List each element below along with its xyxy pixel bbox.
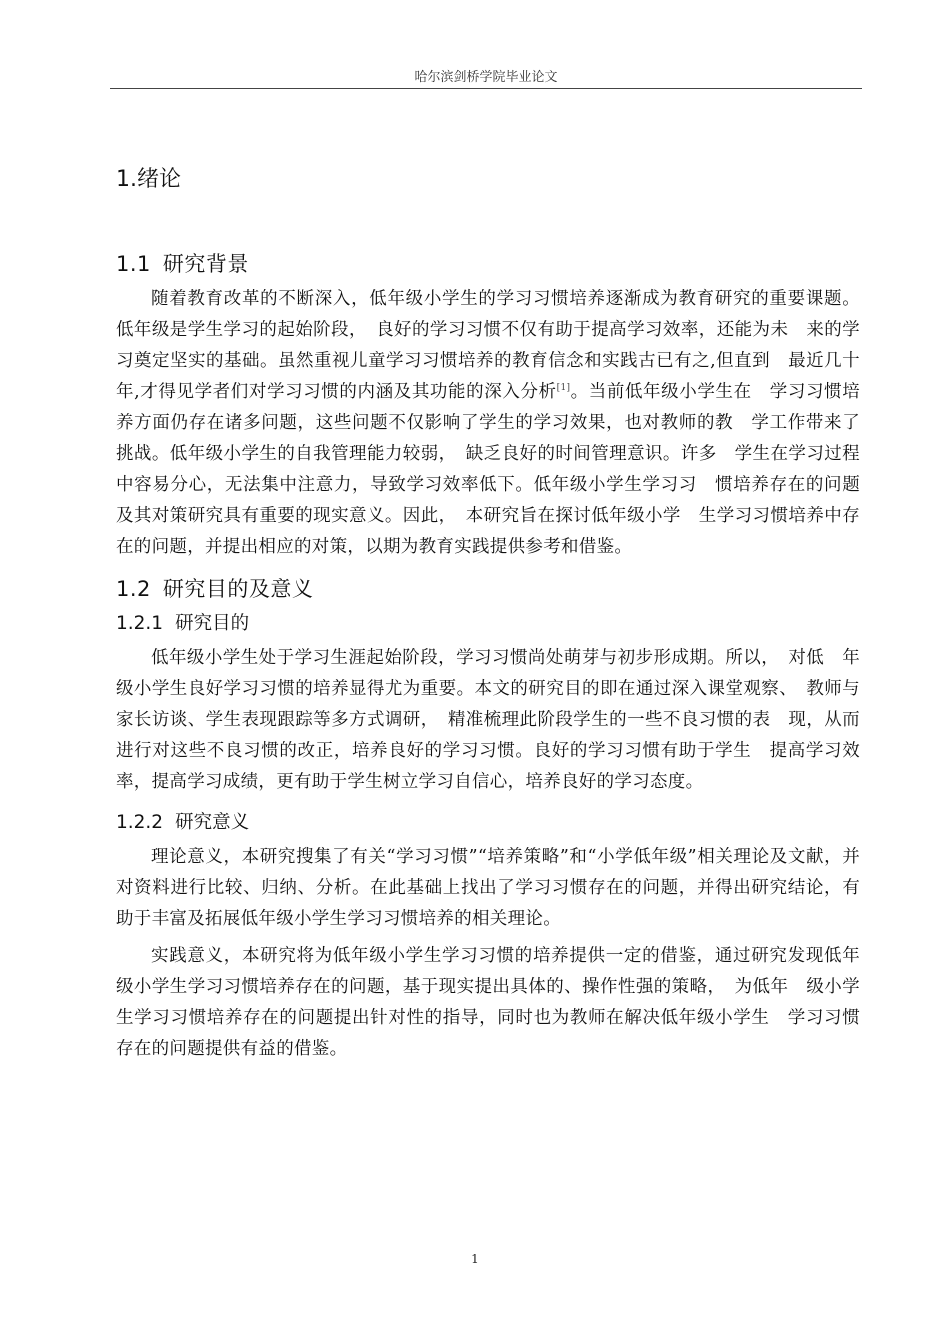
chapter-title: 1.绪论 <box>116 167 181 192</box>
paragraph-text: 随着教育改革的不断深入，低年级小学生的学习习惯培养逐渐成为教育研究的重要课题。低年级是学生学习的起始阶段， 良好的学习习惯不仅有助于提高学习效率，还能为未 来的学习奠定坚实的基础。虽然重视儿童学习习惯培养的教育信念和实践古已有之,但直到 最近几十年,才得见学者们对学习习惯的内涵及其功能的深入分析 <box>116 289 860 402</box>
subsection-number: 1.2.1 <box>116 613 164 634</box>
page-number: 1 <box>471 1252 479 1266</box>
subsection-title: 研究意义 <box>175 812 250 833</box>
section-heading-purpose-significance <box>116 573 860 603</box>
page-body <box>116 162 860 1071</box>
subsection-title: 研究目的 <box>175 613 250 634</box>
purpose-paragraph: 低年级小学生处于学习生涯起始阶段，学习习惯尚处萌芽与初步形成期。所以， 对低 年级小学生良好学习习惯的培养显得尤为重要。本文的研究目的即在通过深入课堂观察、 教师与家长访谈、学生表现跟踪等多方式调研， 精准梳理此阶段学生的一些不良习惯的表 现，从而进行对这些不良习惯的改正，培养良好的学习习惯。良好的学习习惯有助于学生 提高学习效率，提高学习成绩，更有助于学生树立学习自信心，培养良好的学习态度。 <box>116 648 860 792</box>
section-title: 研究目的及意义 <box>162 577 314 601</box>
practice-significance-paragraph: 实践意义，本研究将为低年级小学生学习习惯的培养提供一定的借鉴，通过研究发现低年级小学生学习习惯培养存在的问题，基于现实提出具体的、操作性强的策略， 为低年 级小学生学习习惯培养存在的问题提出针对性的指导，同时也为教师在解决低年级小学生 学习习惯存在的问题提供有益的借鉴。 <box>116 946 860 1059</box>
header-divider <box>110 88 862 89</box>
theory-significance-paragraph: 理论意义，本研究搜集了有关“学习习惯”“培养策略”和“小学低年级”相关理论及文献，并对资料进行比较、归纳、分析。在此基础上找出了学习习惯存在的问题，并得出研究结论，有助于丰富及拓展低年级小学生学习习惯培养的相关理论。 <box>116 847 860 929</box>
citation-marker: [1] <box>556 383 571 394</box>
section-number: 1.1 <box>116 252 151 276</box>
section-heading-background <box>116 248 860 278</box>
subsection-heading-significance <box>116 808 860 834</box>
section-number: 1.2 <box>116 577 151 601</box>
section-title: 研究背景 <box>162 252 249 276</box>
subsection-heading-purpose <box>116 609 860 635</box>
paragraph-text: 。当前低年级小学生在 学习习惯培养方面仍存在诸多问题，这些问题不仅影响了学生的学习效果，也对教师的教 学工作带来了挑战。低年级小学生的自我管理能力较弱， 缺乏良好的时间管理意识。许多 学生在学习过程中容易分心，无法集中注意力，导致学习效率低下。低年级小学生学习习 惯培养存在的问题及其对策研究具有重要的现实意义。因此， 本研究旨在探讨低年级小学 生学习习惯培养中存在的问题，并提出相应的对策，以期为教育实践提供参考和借鉴。 <box>116 382 860 557</box>
running-header: 哈尔滨剑桥学院毕业论文 <box>414 70 558 85</box>
subsection-number: 1.2.2 <box>116 812 164 833</box>
background-paragraph <box>116 284 860 563</box>
